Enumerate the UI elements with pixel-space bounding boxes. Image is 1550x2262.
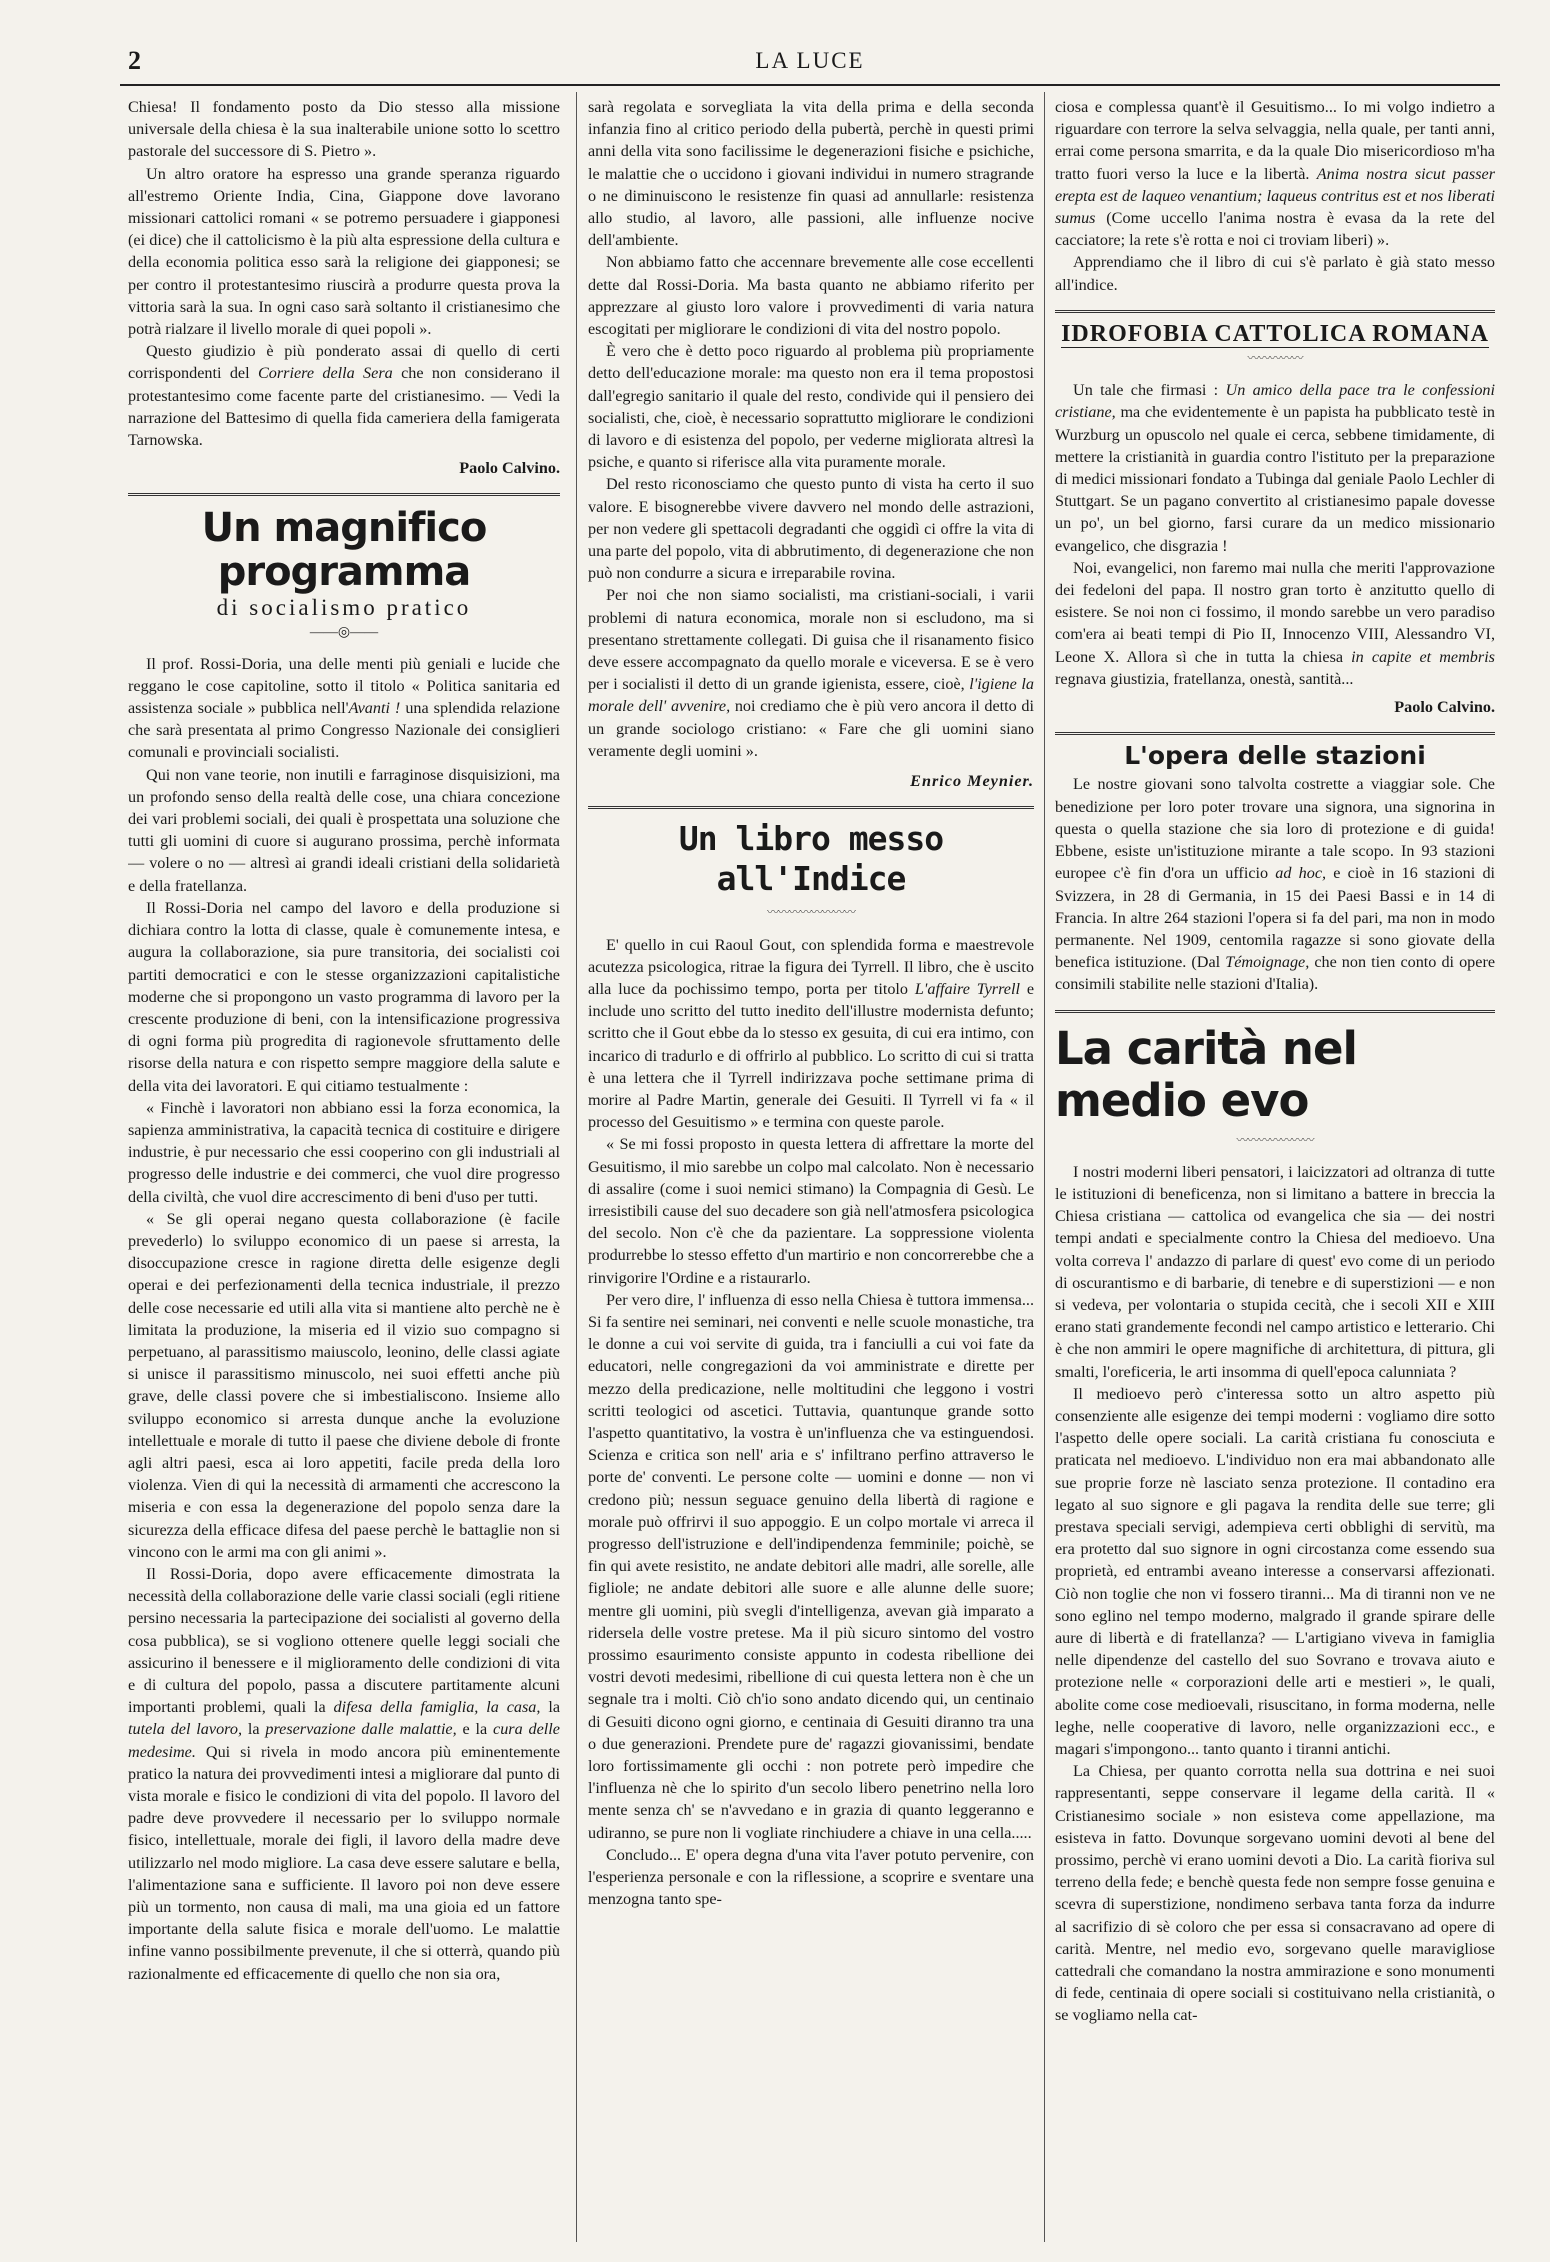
paragraph: sarà regolata e sorvegliata la vita della prima e della seconda infanzia fino al critico periodo della pubertà, perchè in questi primi anni della vita sono facilissime le degenerazioni fisiche e psichiche, le malattie che o uccidono i giovani individui in numero stragrande o ne diminuiscono le resistenze fin quasi ad annullarle: resistenza allo studio, al lavoro, alle passioni, alle influenze nocive dell'ambiente.	[588, 98, 1034, 250]
quote-paragraph: « Se mi fossi proposto in questa lettera di affrettare la morte del Gesuitismo, il mio sarebbe un colpo mal calcolato. Non è necessario di assalire (come i suoi nemici stimano) la Compagnia di Gesù. Le irresistibili cause del suo decadere son già nell'atmosfera psicologica del secolo. Non c'è che da pazientare. La soppressione violenta produrrebbe lo stesso effetto d'un martirio e non concorrerebbe che a rinvigorire l'Ordine e a ristaurarlo.	[588, 1135, 1034, 1287]
paragraph: Il Rossi-Doria nel campo del lavoro e della produzione si dichiara contro la lotta di classe, quale è comunemente intesa, e augura la collaborazione, sia pure transitoria, dei socialisti coi partiti democratici e con le stesse organizzazioni capitalistiche moderne che si propongono un vasto programma di lavoro per la crescente produzione di beni, con la intensificazione progressiva di ogni forma più progredita di ragionevole sfruttamento delle risorse della natura e con rispetto sempre maggiore della salute e della vita dei lavoratori. E qui citiamo testualmente :	[128, 898, 560, 1095]
ornament: 〰〰〰〰〰〰〰	[1236, 1132, 1314, 1147]
ornament: 〰〰〰〰〰〰〰〰	[766, 905, 855, 920]
article-title: L'opera delle stazioni	[1124, 741, 1426, 771]
ornament: ——◎——	[309, 625, 379, 641]
section-separator	[1055, 310, 1495, 313]
paragraph: Del resto riconosciamo che questo punto di vista ha certo il suo valore. E bisognerebbe vivere davvero nel mondo delle astrazioni, per non vedere gli spettacoli degradanti che oggidì ci offre la vita di una parte del popolo, vita di abbrutimento, di degenerazione che non può non condurre a sicura e irreparabile rovina.	[588, 475, 1034, 583]
article-subtitle: di socialismo pratico	[216, 595, 472, 621]
paragraph: Le nostre giovani sono talvolta costrette a viaggiar sole. Che benedizione per loro poter trovare una signora, una signorina in questa o quella stazione che sia loro di protezione e di guida! Ebbene, esiste un'istituzione mirante a tale scopo. In 93 stazioni europee c'è fin d'ora un ufficio ad hoc, e cioè in 16 stazioni di Svizzera, in 28 di Germania, in 15 dei Paesi Bassi e in 14 di Francia. In altre 264 stazioni l'opera si fa del pari, ma non in modo permanente. Nel 1909, centomila ragazze si sono giovate della benefica istituzione. (Dal Témoignage, che non tien conto di opere consimili stabilite nelle stazioni d'Italia).	[1055, 775, 1495, 994]
column-divider-2	[1044, 92, 1045, 2242]
quote-paragraph: « Finchè i lavoratori non abbiano essi la forza economica, la sapienza amministrativa, la capacità tecnica di costituire e dirigere industrie, è pur necessario che essi cooperino con gli industriali al progresso delle industrie e dei commerci, che vuol dire progresso della civiltà, che vuol dire accrescimento di beni d'uso per tutti.	[128, 1098, 560, 1206]
paragraph: Il prof. Rossi-Doria, una delle menti più geniali e lucide che reggano le cose capitoline, sotto il titolo « Politica sanitaria ed assistenza sociale » pubblica nell'Avanti ! una splendida relazione che sarà presentata al primo Congresso Nazionale dei consiglieri comunali e provinciali socialisti.	[128, 654, 560, 762]
paragraph: Qui non vane teorie, non inutili e farraginose disquisizioni, ma un profondo senso della realtà delle cose, una chiara concezione dei vari problemi sociali, dei quali è prospettata una soluzione che tutti gli uomini di cuore si augurano prossima, perchè informata — volere o no — altresì ai grandi ideali cristiani della solidarietà e della fratellanza.	[128, 765, 560, 895]
paragraph: La Chiesa, per quanto corrotta nella sua dottrina e nei suoi rappresentanti, seppe conservare il legame della carità. Il « Cristianesimo sociale » non esisteva come appellazione, ma esisteva in fatto. Dovunque sorgevano uomini devoti al bene del prossimo, perchè vi erano uomini devoti a Dio. La carità fioriva sul terreno della fede; e benchè questa fede non sempre fosse genuina e scevra di superstizione, nondimeno serbava tanta forza da indurre al sacrifizio di sè coloro che per essa si consacravano ad opere di carità. Mentre, nel medio evo, sorgevano quelle maravigliose cattedrali che comandano la nostra ammirazione e sono monumenti di fede, centinaia di opere sociali si costituivano nella cristianità, o se vogliamo nella cat-	[1055, 1762, 1495, 2025]
paragraph: I nostri moderni liberi pensatori, i laicizzatori ad oltranza di tutte le istituzioni di beneficenza, non si limitano a battere in breccia la Chiesa cristiana — cattolica od evangelica che sia — dei nostri tempi andati e specialmente contro la Chiesa del medioevo. Una volta correva l' andazzo di parlare di quest' evo come di un periodo di oscurantismo e di barbarie, di tenebre e di superstizioni — e non si vedeva, per volontaria o stupida cecità, che i secoli XII e XIII erano stati grandemente fecondi nel campo artistico e letterario. Chi è che non ammiri le opere magnifiche di architettura, di pittura, gli smalti, l'oreficeria, le arti insomma di quell'epoca calunniata ?	[1055, 1162, 1495, 1381]
masthead: LA LUCE	[755, 48, 865, 73]
signature: Enrico Meynier.	[910, 772, 1034, 791]
page-header	[120, 46, 1500, 80]
paragraph: Per vero dire, l' influenza di esso nella Chiesa è tuttora immensa... Si fa sentire nei seminari, nei conventi e nelle scuole monastiche, tra le donne a cui voi servite di guida, tra i fanciulli a cui voi fate da educatori, nelle congregazioni da voi amministrate e dirette per mezzo della predicazione, nelle moltitudini che leggono i vostri scritti teologici od ascetici. Tuttavia, quantunque grande sotto l'aspetto quantitativo, la vostra è un'influenza che va estinguendosi. Scienza e critica son nell' aria e s' infiltrano perfino attraverso le porte de' conventi. Le persone colte — uomini e donne — non vi credono più; nessun seguace genuino della libertà di ragione e morale può offrirvi il suo appoggio. E un colpo mortale vi arreca il progresso dell'istruzione e dell'indipendenza femminile; poichè, se fin qui avete resistito, ne andate debitori alle madri, alle sorelle, alle figliole; ne andate debitori alle suore e alle alunne delle suore; mentre gli uomini, più svegli d'intelligenza, avevan già imparato a ridersela delle vostre pretese. Ma il più sicuro sintomo del vostro prossimo esaurimento consiste appunto in codesta ribellione dei vostri devoti medesimi, ribellione di cui questa lettera non è che un segnale tra i molti. Ciò ch'io sono andato dicendo qui, un centinaio di Gesuiti dicono ogni giorno, e centinaia di Gesuiti diranno tra una o due generazioni. Prendete pure de' ragazzi giovanissimi, bendate loro fortissimamente gli occhi : non potrete però impedire che l'influenza nè che lo spirito d'un secolo libero penetrino nella loro mente senza ch' se n'avvedano e in grazia di quanto leggeranno e udiranno, se pure non li vogliate rinchiudere a chiave in una cella.....	[588, 1290, 1034, 1842]
paragraph: Noi, evangelici, non faremo mai nulla che meriti l'approvazione dei fedeloni del papa. Il nostro gran torto è anzitutto quello di esistere. Se noi non ci fossimo, il mondo sarebbe un vero paradiso com'era ai beati tempi di Pio II, Innocenzo VIII, Alessandro VI, Leone X. Allora sì che in tutta la chiesa in capite et membris regnava giustizia, fratellanza, onestà, santità...	[1055, 558, 1495, 688]
column-3	[1055, 96, 1495, 2246]
paragraph: Un tale che firmasi : Un amico della pace tra le confessioni cristiane, ma che evidentemente è un papista ha pubblicato testè in Wurzburg un opuscolo nel quale ei cerca, sebbene timidamente, di mettere la cristianità in guardia contro l'istituto per la preparazione di medici missionari fondato a Tubinga dal geniale Paolo Lechler di Stuttgart. Se un pagano convertito al cristianesimo papale dovesse un po', un bel giorno, farsi curare da un medico missionario evangelico, che disgrazia !	[1055, 381, 1495, 555]
paragraph: Per noi che non siamo socialisti, ma cristiani-sociali, i varii problemi di natura economica, morale non si escludono, ma si presentano strettamente collegati. Di guisa che il risanamento fisico deve essere accompagnato da quello morale e viceversa. E se è vero per i socialisti il detto di un grande igienista, essere, cioè, l'igiene la morale dell' avvenire, noi crediamo che è più vero ancora il detto di un grande sociologo cristiano: « Fare che gli uomini siano veramente degli uomini ».	[588, 586, 1034, 760]
column-1	[128, 96, 560, 2246]
article-title: Un magnifico programma	[201, 505, 487, 596]
paragraph: Concludo... E' opera degna d'una vita l'aver potuto pervenire, con l'esperienza personale e con la riflessione, a scoprire e sventare una menzogna tanto spe-	[588, 1845, 1034, 1909]
paragraph: E' quello in cui Raoul Gout, con splendida forma e maestrevole acutezza psicologica, ritrae la figura dei Tyrrell. Il libro, che è uscito alla luce da pochissimo tempo, porta per titolo L'affaire Tyrrell e include uno scritto del tutto inedito dell'illustre modernista defunto; scritto che il Gout ebbe da lo stesso ex gesuita, di cui era intimo, con incarico di tradurlo e di offrirlo al pubblico. Lo scritto di cui si tratta è una lettera che il Tyrrell indirizzava poche settimane prima di morire al Padre Martin, generale dei Gesuiti. Il Tyrrell vi fa « il processo del Gesuitismo » e termina con queste parole.	[588, 935, 1034, 1132]
paragraph: È vero che è detto poco riguardo al problema più propriamente detto dell'educazione morale: ma questo non era il tema propostosi dall'egregio sanitario il quale del resto, condivide qui il pensiero dei socialisti, che, cioè, è necessario soprattutto migliorare le condizioni di lavoro e di esistenza del popolo, per vederne migliorata altresì la psiche, e quanto si riferisce alla vita puramente morale.	[588, 342, 1034, 472]
signature: Paolo Calvino.	[1394, 698, 1495, 717]
paragraph: Il Rossi-Doria, dopo avere efficacemente dimostrata la necessità della collaborazione delle varie classi sociali (egli ritiene persino necessaria la partecipazione dei socialisti al governo della cosa pubblica), se si vogliono ottenere quelle leggi sociali che assicurino il benessere e il miglioramento delle condizioni di vita e di cultura del popolo, passa a discutere partitamente alcuni importanti problemi, quali la difesa della famiglia, la casa, la tutela del lavoro, la preservazione dalle malattie, e la cura delle medesime. Qui si rivela in modo ancora più eminentemente pratico la natura dei provvedimenti intesi a migliorare dal punto di vista morale e fisico le condizioni di vita del popolo. Il lavoro del padre deve provvedere il necessario per lo sviluppo normale fisico, intellettuale, morale dei figli, il lavoro della madre deve utilizzarlo nel modo migliore. La casa deve essere salutare e bella, l'alimentazione sana e sufficiente. Il lavoro poi non deve essere più un tormento, non causa di mali, ma una gioia ed un fattore importante della salute fisica e morale dell'uomo. Le malattie infine vanno possibilmente prevenute, il che si otterrà, quando più razionalmente ed efficacemente di quello che non sia ora,	[128, 1564, 560, 1983]
paragraph: Questo giudizio è più ponderato assai di quello di certi corrispondenti del Corriere della Sera che non considerano il protestantesimo come facente parte del cristianesimo. — Vedi la narrazione del Battesimo di quella fida cameriera della famigerata Tarnowska.	[128, 342, 560, 450]
article-title: Un libro messo all'Indice	[678, 819, 944, 899]
column-2	[588, 96, 1034, 2246]
article-title: IDROFOBIA CATTOLICA ROMANA	[1061, 320, 1489, 347]
page-number: 2	[128, 46, 141, 75]
paragraph: Un altro oratore ha espresso una grande speranza riguardo all'estremo Oriente India, Cina, Giappone dove lavorano missionari cattolici romani « se potremo persuadere i giapponesi (ei dice) che il cattolicismo è la più alta espressione della cultura e della economia politica esso sarà la religione dei giapponesi; se per contro il protestantesimo riuscirà a produrre questa prova la vittoria sarà la sua. In ogni caso sarà soltanto il cristianesimo che potrà rialzare il livello morale di quei popoli ».	[128, 164, 560, 339]
section-separator	[588, 806, 1034, 809]
header-rule	[120, 84, 1500, 86]
paragraph: Chiesa! Il fondamento posto da Dio stesso alla missione universale della chiesa è la sua inalterabile unione sotto lo scettro pastorale del successore di S. Pietro ».	[128, 98, 560, 161]
section-separator	[128, 493, 560, 496]
column-divider-1	[576, 92, 577, 2242]
signature: Paolo Calvino.	[459, 459, 560, 478]
section-separator	[1055, 732, 1495, 735]
article-title: La carità nel medio evo	[1055, 1021, 1357, 1127]
paragraph: ciosa e complessa quant'è il Gesuitismo... Io mi volgo indietro a riguardare con terrore la selva selvaggia, nella quale, per tanti anni, errai come persona smarrita, e da la quale Dio misericordioso m'ha tratto fuori verso la luce e la libertà. Anima nostra sicut passer erepta est de laqueo venantium; laqueus contritus est et nos liberati sumus (Come uccello l'anima nostra è evasa da la rete del cacciatore; la rete s'è rotta e noi ci troviam liberi) ».	[1055, 98, 1495, 250]
ornament: 〰〰〰〰〰	[1247, 351, 1303, 366]
paragraph: Apprendiamo che il libro di cui s'è parlato è già stato messo all'indice.	[1055, 253, 1495, 294]
quote-paragraph: « Se gli operai negano questa collaborazione (è facile prevederlo) lo sviluppo economico di un paese si arresta, la disoccupazione cresce in ragione diretta delle esigenze degli operai e dei perfezionamenti della tecnica industriale, il prezzo delle cose necessarie ed utili alla vita si mantiene alto perchè ne è limitata la produzione, la miseria ed il vizio suo compagno si perpetuano, al parassitismo maiuscolo, leonino, delle classi agiate si unisce il parassitismo minuscolo, nei suoi effetti anche più grave, delle classi povere che si imbestialiscono. Insieme allo sviluppo economico si arresta dunque anche la evoluzione intellettuale e morale di tutto il paese che diviene debole di fronte agli altri paesi, esca ai loro appetiti, facile preda della loro violenza. Vien di qui la necessità di armamenti che accrescono la miseria e con essa la degenerazione del popolo senza dare la sicurezza della efficace difesa del paese perchè le battaglie non si vincono con le armi ma con gli animi ».	[128, 1209, 560, 1561]
paragraph: Non abbiamo fatto che accennare brevemente alle cose eccellenti dette dal Rossi-Doria. Ma basta quanto ne abbiamo riferito per apprezzare al giusto loro valore i provvedimenti di varia natura escogitati per migliorare le condizioni di vita del nostro popolo.	[588, 253, 1034, 339]
paragraph: Il medioevo però c'interessa sotto un altro aspetto più consenziente alle esigenze dei tempi moderni : vogliamo dire sotto l'aspetto delle opere sociali. La carità cristiana fu conosciuta e praticata nel medioevo. L'individuo non era mai abbandonato alle sue proprie forze nè lasciato senza protezione. Il contadino era legato al suo signore e gli pagava la rendita delle sue terre; gli prestava speciali servigi, adempieva certi obblighi di servitù, ma era protetto dal suo signore in ogni circostanza come essendo sua proprietà, ed entrambi aveano interesse a conservarsi affezionati. Ciò non toglie che non vi fossero tiranni... Ma di tiranni non ve ne sono eglino nel tempo moderno, malgrado il grande spirare delle aure di libertà e di fratellanza? — L'artigiano viveva in famiglia nelle dipendenze del castello del suo Sovrano e trovava aiuto e protezione nelle « corporazioni delle arti e mestieri », le quali, abolite come cose medioevali, risuscitano, in forma moderna, nelle leghe, nelle cooperative di lavoro, nelle organizzazioni ecc., e magari s'impongono... tanto quanto i tiranni antichi.	[1055, 1384, 1495, 1758]
section-separator	[1055, 1010, 1495, 1013]
